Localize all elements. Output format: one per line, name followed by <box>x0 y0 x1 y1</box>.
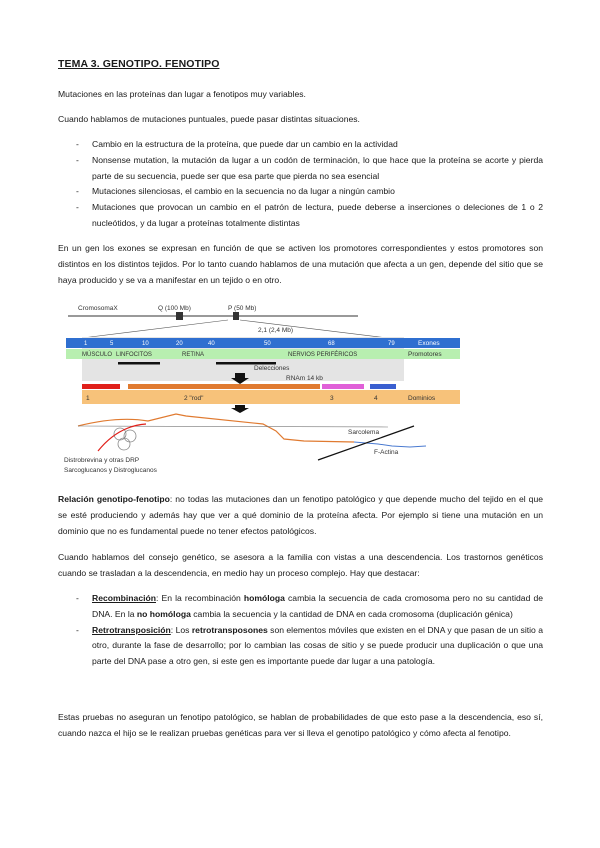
locus-band <box>233 312 239 320</box>
q-arm-label: Q (100 Mb) <box>158 305 191 312</box>
tissue-label: MÚSCULO <box>82 352 113 358</box>
p-arm-label: P (50 Mb) <box>228 305 257 312</box>
arrow-down-icon <box>231 408 249 413</box>
exons-bar <box>66 338 460 348</box>
distrobrevina-label: Distrobrevina y otras DRP <box>64 457 140 464</box>
promoters-label: Promotores <box>408 351 442 358</box>
chromosome-label: CromosomaX <box>78 305 118 312</box>
gene-size-label: 2,1 (2,4 Mb) <box>258 327 294 334</box>
domain-number: 1 <box>86 395 90 402</box>
exon-number: 5 <box>110 341 114 347</box>
exon-number: 40 <box>208 341 215 347</box>
sarcoglucanos-label: Sarcoglucanos y Distroglucanos <box>64 467 157 474</box>
domain-segment <box>82 384 120 389</box>
domain-number: 3 <box>330 395 334 402</box>
paragraph-intro: Mutaciones en las proteínas dan lugar a fenotipos muy variables. <box>58 89 306 99</box>
paragraph-mutations: Cuando hablamos de mutaciones puntuales, puede pasar distintas situaciones. <box>58 114 360 124</box>
f-actin-label: F-Actina <box>374 449 399 456</box>
paragraph-conclusion: Estas pruebas no aseguran un fenotipo patológico, se hablan de probabilidades de que esto pase a la descendencia, eso sí, cuando nazca el hijo se le realizan pruebas genéticas para ver si lleva el genotipo patológico y cómo afecta al fenotipo. <box>58 712 543 738</box>
f-actin-line <box>354 442 426 447</box>
domains-label: Dominios <box>408 395 436 402</box>
paragraph-exons: En un gen los exones se expresan en función de que se activen los promotores correspondientes y estos promotores son distintos en los distintos tejidos. Por lo tanto cuando hablamos de una mutación que afecta a un gen, depende del sitio que se haya producido y se va a manifestar en un tejido o en otro. <box>58 243 543 285</box>
exon-number: 50 <box>264 341 271 347</box>
domain-segment <box>370 384 396 389</box>
list-item: - Retrotransposición: Los retrotransposones son elementos móviles que existen en el DNA y que pasan de un sitio a otro, durante la fase de desarrollo; por lo cambian las cosas de sitio y se puede producir una duplicación o que una parte del DNA pase a otro gen, si este gen es importante puede dar lugar a una patología. <box>76 624 543 667</box>
tissue-label: LINFOCITOS <box>116 352 152 358</box>
list-item: - Mutaciones que provocan un cambio en el patrón de lectura, puede deberse a inserciones o deleciones de 1 o 2 nucleótidos, y da lugar a proteínas totalmente distintas <box>76 202 543 228</box>
tissue-label: NERVIOS PERIFÉRICOS <box>288 352 358 358</box>
list-item: - Recombinación: En la recombinación homóloga cambia la secuencia de cada cromosoma pero no su cantidad de DNA. En la no homóloga cambia la secuencia y la cantidad de DNA en cada cromosoma (duplicación génica) <box>76 593 544 619</box>
list-item: - Cambio en la estructura de la proteína, que puede dar un cambio en la actividad <box>76 139 398 149</box>
sarcolemma-label: Sarcolema <box>348 429 380 436</box>
deletions-label: Delecciones <box>254 365 290 372</box>
domain-segment <box>322 384 364 389</box>
mutation-list <box>58 137 543 232</box>
exon-number: 1 <box>84 341 88 347</box>
paragraph-genotype-phenotype: Relación genotipo-fenotipo: no todas las mutaciones dan un fenotipo patológico y que depende mucho del tejido en el que se esté produciendo y además hay que ver a qué dominio de la proteína afecta. Por ejemplo si tiene una mutación en un dominio que no es fundamental puede no tener efectos patológicos. <box>58 494 543 536</box>
exon-number: 10 <box>142 341 149 347</box>
centromere-band <box>176 312 183 320</box>
domain-number: 4 <box>374 395 378 402</box>
domain-number: 2 "rod" <box>184 395 204 402</box>
exons-label: Exones <box>418 340 440 347</box>
list-item: - Mutaciones silenciosas, el cambio en la secuencia no da lugar a ningún cambio <box>76 186 395 197</box>
paragraph-genetic-counseling: Cuando hablamos del consejo genético, se asesora a la familia con vistas a una descendencia. Los trastornos genéticos cuando se trasladan a la descendencia, en medio hay un proceso complejo. Hay que destacar: <box>58 552 543 578</box>
domain-segment <box>128 384 320 389</box>
deletion-bar <box>118 362 160 365</box>
rna-label: RNAm 14 kb <box>286 375 323 382</box>
exon-number: 79 <box>388 341 395 347</box>
domains-bar <box>82 390 460 404</box>
exon-number: 20 <box>176 341 183 347</box>
dystrophin-gene-diagram <box>58 296 543 476</box>
page-title: TEMA 3. GENOTIPO. FENOTIPO <box>58 58 220 70</box>
exon-number: 68 <box>328 341 335 347</box>
tissue-label: RETINA <box>182 352 205 358</box>
list-item: - Nonsense mutation, la mutación da lugar a un codón de terminación, lo que hace que la proteína se acorte y pierda parte de su secuencia, puede ser que esa parte que pierda no sea esencial <box>76 154 543 181</box>
genetic-process-list <box>58 591 543 670</box>
